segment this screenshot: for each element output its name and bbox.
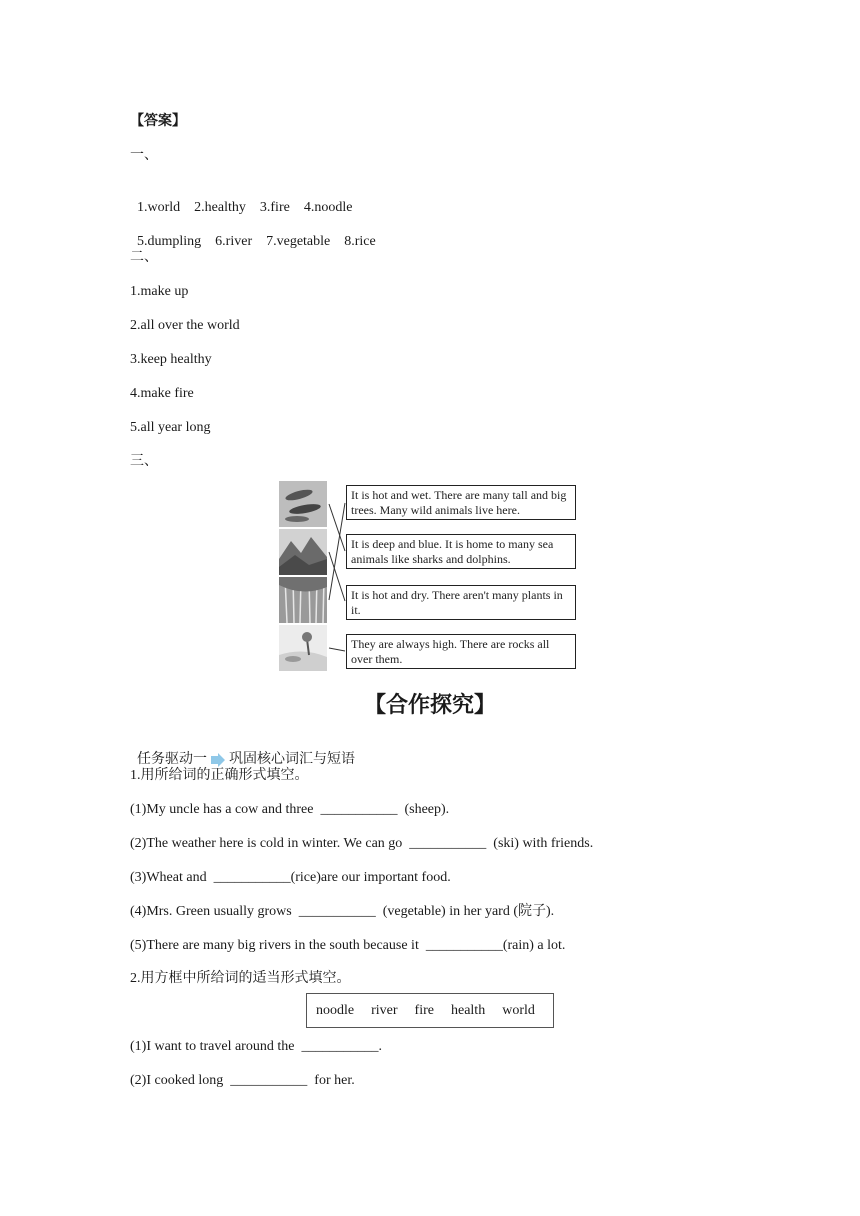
- answer-row-2: [130, 215, 376, 251]
- coop-title: 【合作探究】: [363, 693, 496, 718]
- phrase-answer: 3.keep healthy: [130, 352, 212, 367]
- sea-photo: [279, 481, 327, 527]
- answer-item: 7.vegetable: [266, 234, 331, 249]
- question: (2)The weather here is cold in winter. We can go ___________ (ski) with friends.: [130, 836, 594, 851]
- word-box: [306, 993, 554, 1028]
- word-option: river: [371, 1002, 398, 1018]
- answer-item: 1.world: [137, 200, 181, 215]
- answer-heading: 【答案】: [130, 114, 186, 129]
- forest-photo: [279, 577, 327, 623]
- part2-instruction: 2.用方框中所给词的适当形式填空。: [130, 971, 351, 986]
- answer-item: 3.fire: [259, 200, 290, 215]
- word-option: noodle: [316, 1002, 355, 1018]
- answer-item: 4.noodle: [303, 200, 353, 215]
- section3-label: 三、: [130, 454, 158, 469]
- section1-label: 一、: [130, 148, 158, 163]
- mountain-photo: [279, 529, 327, 575]
- task-prefix: 任务驱动一: [137, 752, 207, 767]
- question: (5)There are many big rivers in the south because it ___________(rain) a lot.: [130, 938, 566, 953]
- phrase-answer: 4.make fire: [130, 386, 194, 401]
- desert-photo: [279, 625, 327, 671]
- word-option: health: [450, 1002, 486, 1018]
- description-box: It is deep and blue. It is home to many sea animals like sharks and dolphins.: [346, 534, 576, 569]
- question: (3)Wheat and ___________(rice)are our important food.: [130, 870, 451, 885]
- description-box: They are always high. There are rocks all over them.: [346, 634, 576, 669]
- answer-row-1: [130, 181, 352, 217]
- phrase-answer: 5.all year long: [130, 420, 211, 435]
- word-option: fire: [414, 1002, 434, 1018]
- task-heading: [130, 733, 355, 769]
- section2-label: 二、: [130, 250, 158, 265]
- description-box: It is hot and dry. There aren't many plants in it.: [346, 585, 576, 620]
- description-box: It is hot and wet. There are many tall and big trees. Many wild animals live here.: [346, 485, 576, 520]
- question: (1)My uncle has a cow and three ___________ (sheep).: [130, 802, 450, 817]
- phrase-answer: 2.all over the world: [130, 318, 240, 333]
- word-option: world: [502, 1002, 535, 1018]
- answer-item: 2.healthy: [194, 200, 246, 215]
- question: (1)I want to travel around the ___________.: [130, 1039, 382, 1054]
- matching-figure: [279, 481, 580, 671]
- question: (2)I cooked long ___________ for her.: [130, 1073, 355, 1088]
- task-title: 巩固核心词汇与短语: [229, 752, 355, 767]
- answer-item: 6.river: [215, 234, 253, 249]
- question: (4)Mrs. Green usually grows ___________ (vegetable) in her yard (院子).: [130, 904, 555, 919]
- answer-item: 8.rice: [344, 234, 376, 249]
- arrow-icon: [211, 753, 225, 767]
- phrase-answer: 1.make up: [130, 284, 189, 299]
- part1-instruction: 1.用所给词的正确形式填空。: [130, 768, 309, 783]
- matching-lines: [327, 481, 347, 671]
- answer-item: 5.dumpling: [137, 234, 202, 249]
